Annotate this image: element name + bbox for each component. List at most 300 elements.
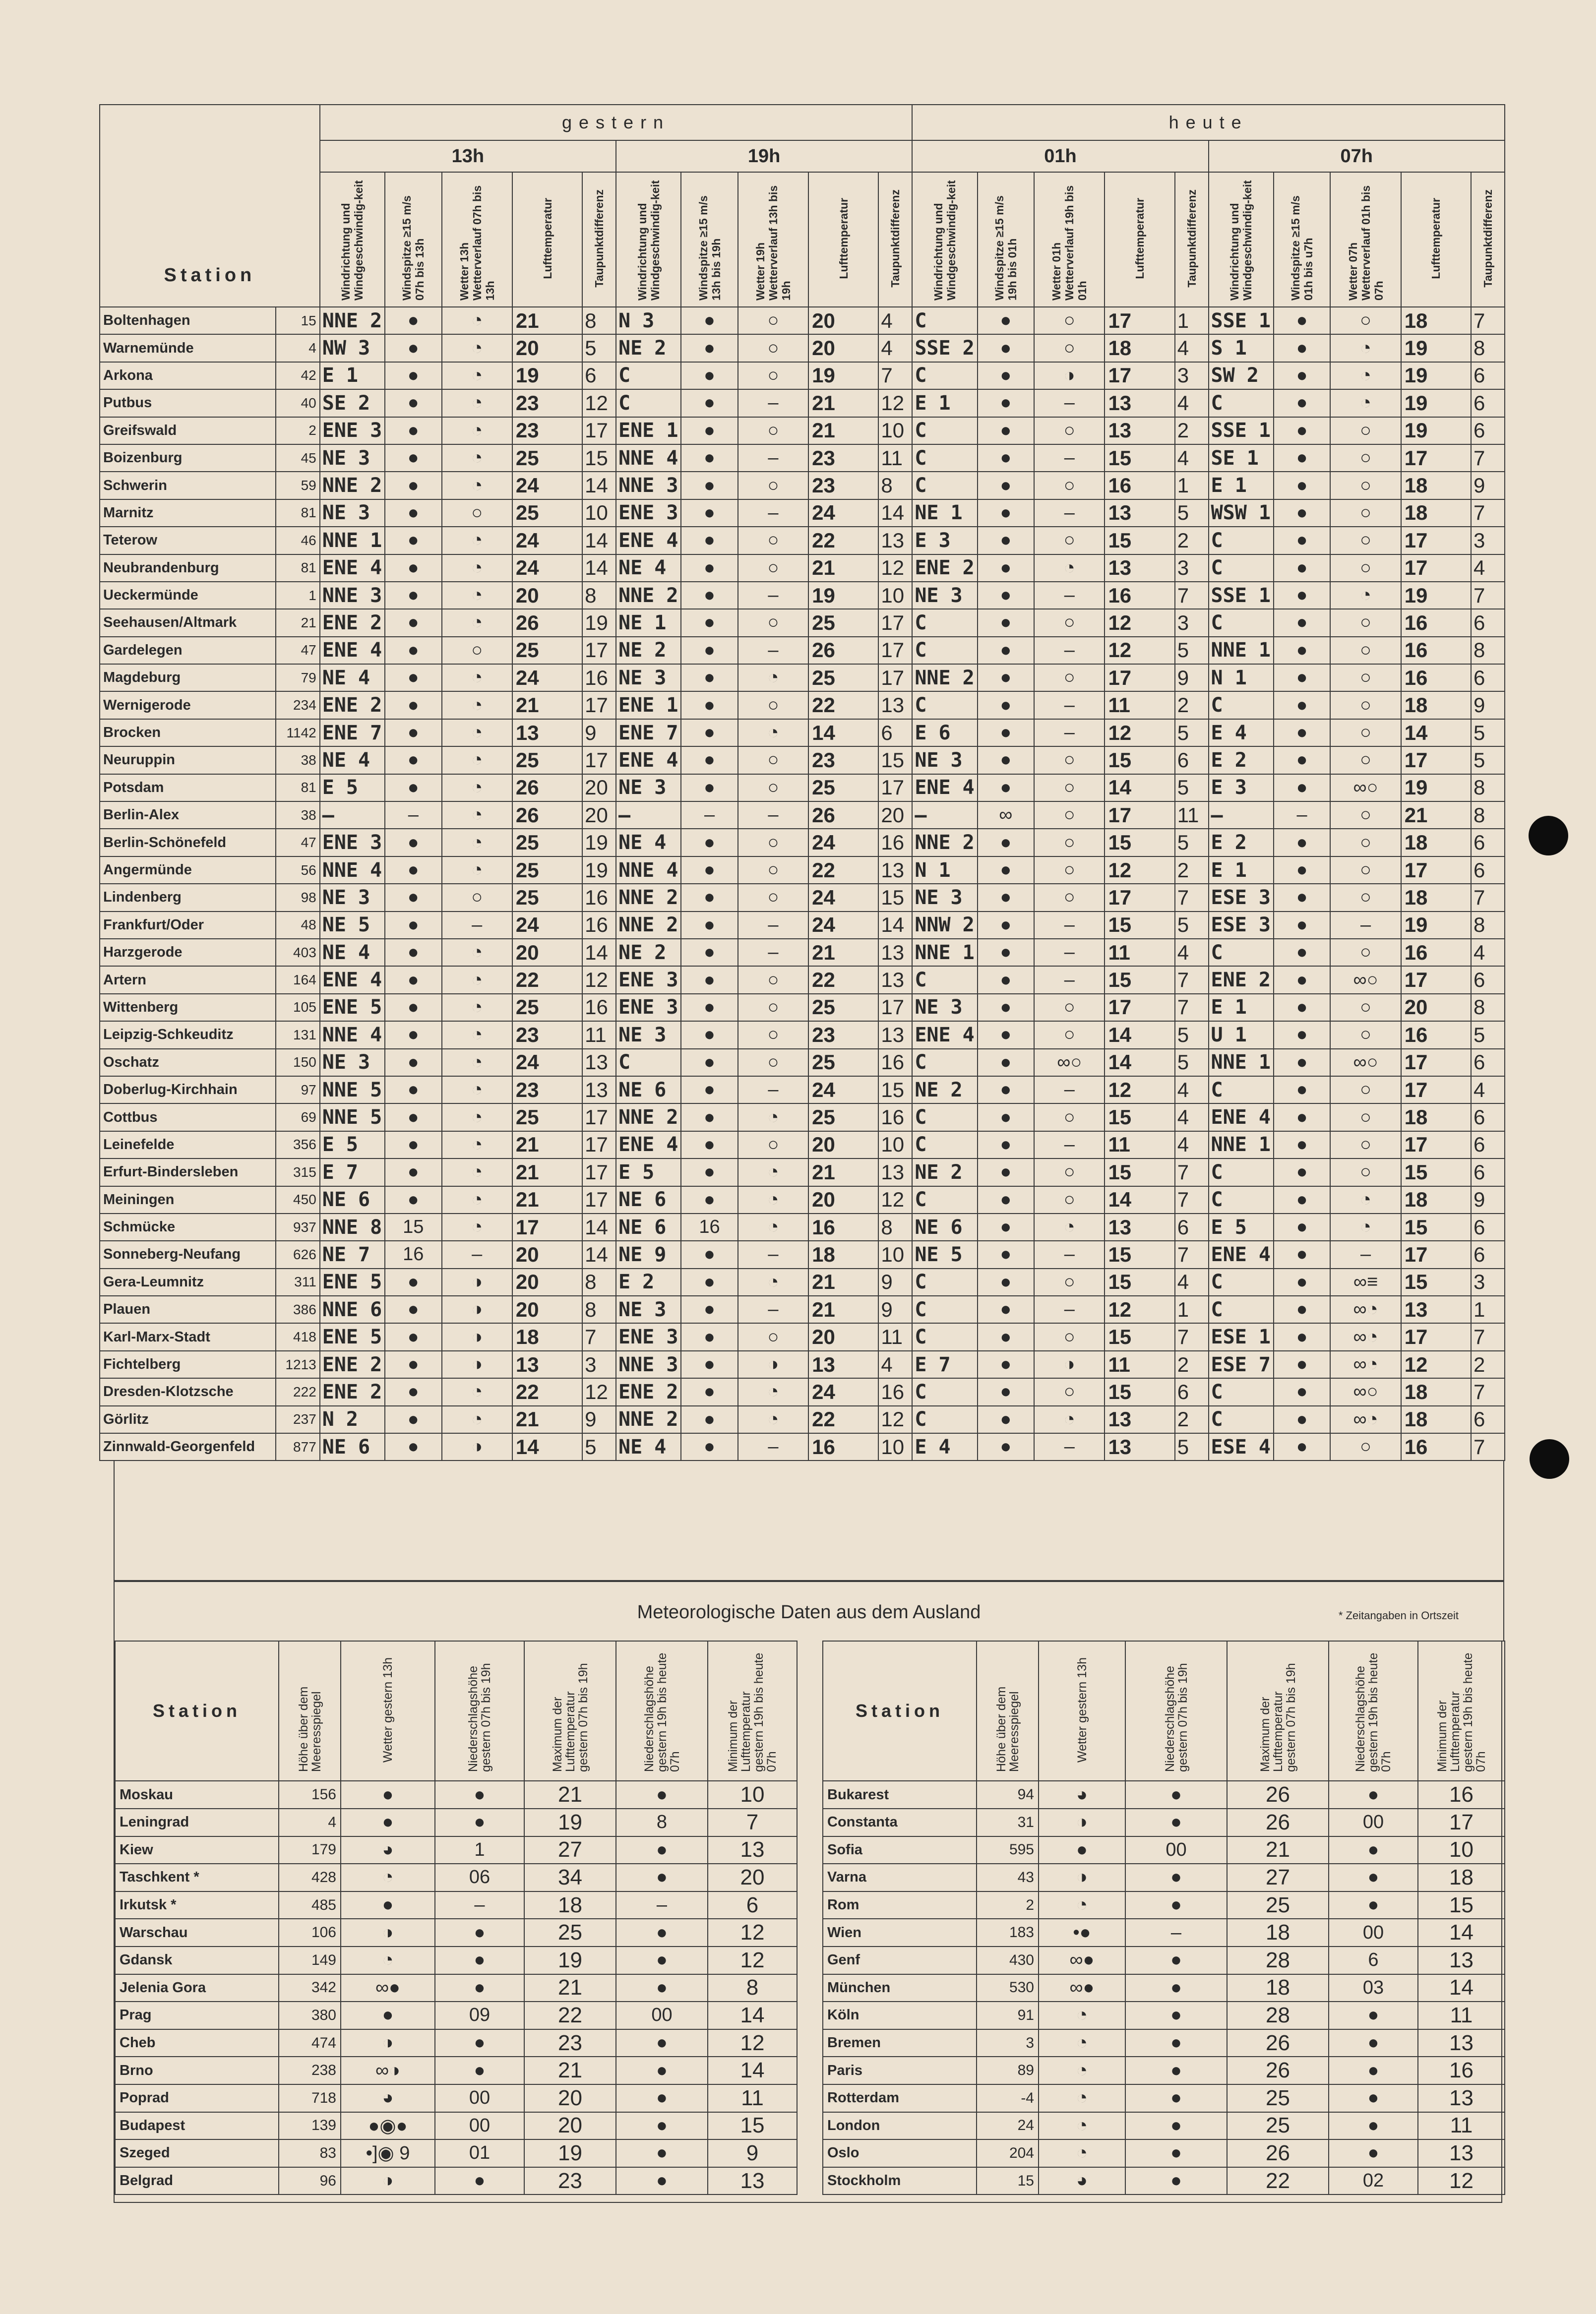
weather-sheet: [99, 104, 1505, 2203]
precip-night: ●: [616, 2029, 708, 2057]
cell-weather: ○: [1330, 719, 1401, 746]
precip-night: ●: [616, 1974, 708, 2002]
cell-dew: 1: [1175, 1296, 1209, 1323]
cell-wind: C: [912, 417, 977, 444]
cell-wind: ENE 5: [320, 1269, 385, 1296]
foreign-header-label: Station: [153, 1701, 241, 1721]
cell-temp: 12: [1105, 1296, 1174, 1323]
cell-weather: ○: [1034, 1186, 1105, 1214]
weather-symbol: ◑: [1039, 1864, 1125, 1891]
max-temp: 19: [524, 2139, 616, 2167]
cell-gust: ●: [978, 1323, 1035, 1350]
cell-weather: –: [1330, 912, 1401, 939]
cell-dew: 2: [1175, 691, 1209, 719]
foreign-station-height: 474: [279, 2029, 341, 2057]
cell-gust: ●: [1274, 966, 1331, 993]
cell-wind: NE 3: [320, 499, 385, 527]
foreign-station-row: [823, 2167, 1505, 2195]
cell-weather: ∞◔: [1330, 1406, 1401, 1433]
cell-weather: –: [1330, 1241, 1401, 1268]
col-header-label: Wetter 01h Wetterverlauf 19h bis 01h: [1050, 185, 1089, 301]
cell-wind: NNE 1: [1209, 637, 1274, 664]
cell-dew: 17: [582, 746, 616, 774]
cell-gust: ●: [681, 1049, 738, 1076]
cell-wind: C: [912, 1049, 977, 1076]
cell-weather: –: [1034, 939, 1105, 966]
cell-dew: 5: [1175, 499, 1209, 527]
foreign-station-row: [115, 1947, 797, 1974]
cell-gust: ●: [978, 829, 1035, 856]
precip-night: ●: [1329, 2084, 1418, 2112]
cell-dew: 8: [1471, 994, 1505, 1021]
cell-gust: ●: [978, 1049, 1035, 1076]
cell-gust: ●: [1274, 1433, 1331, 1461]
cell-temp: 22: [512, 1378, 582, 1405]
cell-temp: 12: [1105, 637, 1174, 664]
cell-wind: C: [1209, 1158, 1274, 1186]
station-row: [100, 1323, 1505, 1350]
weather-symbol: ●: [341, 1781, 435, 1809]
cell-temp: 25: [512, 829, 582, 856]
cell-gust: ●: [681, 554, 738, 582]
cell-temp: 15: [1401, 1214, 1471, 1241]
foreign-station-row: [115, 2167, 797, 2195]
cell-gust: ●: [681, 527, 738, 554]
min-temp: 13: [1418, 1947, 1505, 1974]
cell-wind: NNE 4: [320, 856, 385, 884]
col-header-label: Windspitze ≥15 m/s 13h bis 19h: [696, 195, 723, 301]
cell-dew: 6: [1471, 1158, 1505, 1186]
col-header-dew-0: [582, 172, 616, 307]
cell-wind: ENE 3: [616, 966, 681, 993]
cell-gust: ●: [1274, 527, 1331, 554]
cell-gust: ●: [681, 582, 738, 609]
cell-dew: 12: [878, 1186, 912, 1214]
foreign-data-area: [114, 1641, 1502, 2203]
cell-weather: ◔: [1330, 582, 1401, 609]
cell-dew: 17: [582, 1103, 616, 1131]
cell-weather: –: [738, 1241, 808, 1268]
cell-weather: –: [1034, 1076, 1105, 1103]
cell-temp: 24: [808, 1076, 878, 1103]
weather-symbol: ◔: [1039, 2084, 1125, 2112]
cell-dew: 5: [1175, 829, 1209, 856]
cell-weather: ○: [442, 499, 512, 527]
cell-dew: 13: [878, 856, 912, 884]
cell-weather: ○: [1034, 801, 1105, 829]
cell-gust: ●: [681, 691, 738, 719]
station-name: Greifswald: [100, 417, 276, 444]
cell-gust: ●: [978, 637, 1035, 664]
cell-dew: 10: [878, 1241, 912, 1268]
cell-weather: ◔: [442, 664, 512, 691]
cell-weather: ◔: [442, 966, 512, 993]
cell-temp: 19: [1401, 912, 1471, 939]
min-temp: 20: [708, 1864, 797, 1891]
cell-wind: NE 3: [912, 582, 977, 609]
cell-gust: ●: [681, 609, 738, 636]
cell-temp: 17: [1401, 1049, 1471, 1076]
cell-weather: ○: [1330, 1158, 1401, 1186]
cell-temp: 15: [1105, 527, 1174, 554]
foreign-station-name: Poprad: [115, 2084, 279, 2112]
station-name: Neuruppin: [100, 746, 276, 774]
cell-gust: ●: [385, 637, 442, 664]
cell-gust: ●: [385, 1296, 442, 1323]
precip-day: ●: [435, 1781, 524, 1809]
cell-temp: 24: [512, 527, 582, 554]
cell-wind: NE 6: [616, 1076, 681, 1103]
cell-dew: 16: [878, 1378, 912, 1405]
foreign-station-height: 204: [977, 2139, 1039, 2167]
foreign-header-label: Niederschlagshöhe gestern 19h bis heute 07h: [642, 1652, 682, 1772]
cell-temp: 18: [1401, 472, 1471, 499]
station-name: Frankfurt/Oder: [100, 912, 276, 939]
foreign-station-name: Köln: [823, 2002, 977, 2029]
cell-weather: ◔: [1034, 554, 1105, 582]
precip-night: 8: [616, 1809, 708, 1836]
cell-weather: ○: [1034, 417, 1105, 444]
cell-temp: 11: [1105, 1351, 1174, 1378]
cell-temp: 13: [1105, 554, 1174, 582]
station-row: [100, 1351, 1505, 1378]
cell-wind: NNE 2: [616, 1406, 681, 1433]
cell-wind: E 1: [1209, 856, 1274, 884]
weather-symbol: ●◉●: [341, 2112, 435, 2140]
foreign-station-height: 91: [977, 2002, 1039, 2029]
foreign-header-label: Niederschlagshöhe gestern 07h bis 19h: [466, 1663, 493, 1772]
precip-day: ●: [1125, 1891, 1227, 1919]
cell-wind: ENE 5: [320, 994, 385, 1021]
cell-gust: ●: [385, 334, 442, 362]
station-header: Station: [100, 105, 320, 307]
cell-temp: 15: [1401, 1269, 1471, 1296]
cell-gust: ●: [681, 746, 738, 774]
cell-temp: 26: [512, 609, 582, 636]
precip-day: ●: [1125, 2029, 1227, 2057]
cell-dew: 9: [878, 1296, 912, 1323]
col-header-label: Wetter 13h Wetterverlauf 07h bis 13h: [457, 185, 496, 301]
cell-wind: NE 2: [616, 637, 681, 664]
cell-wind: ENE 2: [616, 1378, 681, 1405]
cell-weather: ◔: [1330, 1214, 1401, 1241]
cell-gust: ●: [681, 856, 738, 884]
cell-temp: 17: [1401, 1323, 1471, 1350]
cell-wind: E 5: [1209, 1214, 1274, 1241]
cell-dew: 12: [582, 966, 616, 993]
cell-wind: NNE 5: [320, 1076, 385, 1103]
cell-weather: ○: [1034, 1323, 1105, 1350]
precip-day: 00: [435, 2084, 524, 2112]
cell-temp: 23: [808, 444, 878, 472]
station-name: Oschatz: [100, 1049, 276, 1076]
cell-temp: 25: [808, 664, 878, 691]
cell-dew: 3: [1175, 554, 1209, 582]
cell-dew: 5: [582, 1433, 616, 1461]
cell-wind: ENE 4: [912, 774, 977, 801]
station-row: [100, 1103, 1505, 1131]
cell-temp: 17: [1105, 362, 1174, 389]
min-temp: 16: [1418, 1781, 1505, 1809]
station-name: Karl-Marx-Stadt: [100, 1323, 276, 1350]
cell-weather: ○: [1330, 1021, 1401, 1048]
cell-wind: NNE 4: [616, 444, 681, 472]
cell-temp: 19: [1401, 582, 1471, 609]
cell-dew: 7: [1471, 499, 1505, 527]
cell-gust: ●: [385, 1433, 442, 1461]
cell-temp: 17: [1401, 1131, 1471, 1158]
cell-weather: ○: [1034, 1158, 1105, 1186]
cell-weather: ◔: [738, 1186, 808, 1214]
foreign-station-name: Oslo: [823, 2139, 977, 2167]
cell-dew: 7: [1471, 1433, 1505, 1461]
foreign-station-row: [823, 1974, 1505, 2002]
cell-wind: U 1: [1209, 1021, 1274, 1048]
cell-weather: –: [1034, 691, 1105, 719]
cell-gust: ●: [681, 912, 738, 939]
cell-dew: 3: [1175, 609, 1209, 636]
cell-dew: 14: [582, 554, 616, 582]
foreign-station-row: [823, 2084, 1505, 2112]
max-temp: 26: [1227, 2139, 1329, 2167]
foreign-station-height: 3: [977, 2029, 1039, 2057]
cell-wind: NNE 2: [616, 1103, 681, 1131]
cell-temp: 25: [512, 637, 582, 664]
station-height: 937: [276, 1214, 320, 1241]
cell-wind: NNE 2: [616, 884, 681, 911]
col-header-label: Lufttemperatur: [541, 197, 554, 279]
foreign-station-height: 149: [279, 1947, 341, 1974]
station-name: Magdeburg: [100, 664, 276, 691]
col-header-weather-01-2: [1034, 172, 1105, 307]
cell-dew: 14: [582, 1241, 616, 1268]
weather-symbol: ◔: [1039, 2002, 1125, 2029]
cell-wind: NE 7: [320, 1241, 385, 1268]
cell-wind: NNE 1: [912, 939, 977, 966]
cell-dew: 4: [878, 307, 912, 334]
cell-wind: NNE 4: [320, 1021, 385, 1048]
cell-wind: C: [1209, 554, 1274, 582]
cell-weather: –: [738, 1076, 808, 1103]
foreign-station-name: Leningrad: [115, 1809, 279, 1836]
cell-dew: 3: [1471, 527, 1505, 554]
station-row: [100, 554, 1505, 582]
station-height: 81: [276, 774, 320, 801]
col-header-weather-13-0: [442, 172, 512, 307]
col-header-wind-0: [320, 172, 385, 307]
foreign-header-min: [708, 1641, 797, 1781]
station-height: 46: [276, 527, 320, 554]
cell-gust: ●: [1274, 1351, 1331, 1378]
cell-gust: ●: [978, 1378, 1035, 1405]
cell-weather: ○: [1034, 1103, 1105, 1131]
cell-wind: C: [912, 362, 977, 389]
cell-weather: ○: [1034, 856, 1105, 884]
cell-temp: 13: [512, 719, 582, 746]
cell-dew: 16: [878, 1103, 912, 1131]
cell-gust: ●: [681, 1131, 738, 1158]
weather-symbol: ◑: [1039, 1809, 1125, 1836]
cell-wind: NE 1: [912, 499, 977, 527]
station-height: 79: [276, 664, 320, 691]
cell-gust: ●: [681, 1241, 738, 1268]
cell-wind: NE 2: [616, 334, 681, 362]
cell-temp: 18: [808, 1241, 878, 1268]
station-row: [100, 1296, 1505, 1323]
cell-wind: C: [616, 1049, 681, 1076]
cell-wind: E 1: [1209, 472, 1274, 499]
cell-weather: ○: [738, 334, 808, 362]
local-time-note: * Zeitangaben in Ortszeit: [1338, 1609, 1459, 1622]
cell-weather: ◔: [1034, 1406, 1105, 1433]
cell-temp: 24: [512, 472, 582, 499]
cell-gust: ●: [1274, 1049, 1331, 1076]
cell-gust: ●: [385, 966, 442, 993]
weather-symbol: ◑: [341, 2029, 435, 2057]
cell-temp: 22: [808, 1406, 878, 1433]
cell-wind: C: [912, 1131, 977, 1158]
cell-weather: ◑: [442, 1269, 512, 1296]
cell-wind: ENE 4: [320, 966, 385, 993]
cell-temp: 24: [808, 829, 878, 856]
cell-wind: NE 3: [320, 884, 385, 911]
cell-gust: ●: [978, 664, 1035, 691]
cell-weather: ◔: [738, 1214, 808, 1241]
precip-day: 06: [435, 1864, 524, 1891]
weather-symbol: ●: [341, 1891, 435, 1919]
station-name: Marnitz: [100, 499, 276, 527]
cell-wind: C: [1209, 1186, 1274, 1214]
max-temp: 21: [524, 2057, 616, 2084]
cell-temp: 16: [1401, 637, 1471, 664]
cell-temp: 25: [808, 609, 878, 636]
foreign-station-row: [823, 2112, 1505, 2140]
cell-wind: NE 5: [320, 912, 385, 939]
cell-gust: ●: [1274, 939, 1331, 966]
cell-weather: ○: [1330, 417, 1401, 444]
cell-weather: ○: [1034, 746, 1105, 774]
min-temp: 11: [708, 2084, 797, 2112]
cell-wind: NE 6: [616, 1186, 681, 1214]
cell-wind: ESE 1: [1209, 1323, 1274, 1350]
cell-gust: ●: [978, 582, 1035, 609]
cell-weather: ∞≡: [1330, 1269, 1401, 1296]
min-temp: 11: [1418, 2002, 1505, 2029]
cell-weather: ○: [738, 307, 808, 334]
foreign-station-row: [115, 1974, 797, 2002]
cell-dew: 15: [878, 746, 912, 774]
cell-weather: ○: [1330, 1131, 1401, 1158]
precip-night: ●: [616, 2084, 708, 2112]
cell-wind: ENE 7: [320, 719, 385, 746]
station-row: [100, 417, 1505, 444]
min-temp: 8: [708, 1974, 797, 2002]
cell-temp: 16: [1401, 609, 1471, 636]
precip-night: 00: [1329, 1809, 1418, 1836]
cell-temp: 18: [1401, 307, 1471, 334]
cell-weather: ◔: [442, 417, 512, 444]
max-temp: 20: [524, 2084, 616, 2112]
cell-dew: 7: [1175, 1158, 1209, 1186]
cell-gust: ●: [385, 582, 442, 609]
cell-temp: 20: [808, 307, 878, 334]
weather-symbol: •●: [1039, 1919, 1125, 1947]
cell-temp: 25: [512, 856, 582, 884]
cell-wind: WSW 1: [1209, 499, 1274, 527]
foreign-station-row: [115, 1781, 797, 1809]
cell-weather: ○: [1034, 884, 1105, 911]
max-temp: 25: [1227, 2084, 1329, 2112]
cell-weather: –: [1034, 1433, 1105, 1461]
cell-weather: ○: [1034, 994, 1105, 1021]
cell-gust: ●: [385, 527, 442, 554]
col-header-label: Wetter 07h Wetterverlauf 01h bis 07h: [1346, 185, 1385, 301]
cell-dew: 6: [582, 362, 616, 389]
cell-temp: 11: [1105, 1131, 1174, 1158]
cell-temp: 13: [1105, 417, 1174, 444]
cell-wind: E 7: [320, 1158, 385, 1186]
foreign-header-label: Maximum der Lufttemperatur gestern 07h bis 19h: [550, 1663, 590, 1772]
cell-dew: 9: [1471, 691, 1505, 719]
station-row: [100, 1406, 1505, 1433]
cell-temp: 20: [808, 1186, 878, 1214]
station-height: 38: [276, 801, 320, 829]
cell-weather: ○: [1034, 1269, 1105, 1296]
foreign-station-height: 96: [279, 2167, 341, 2195]
cell-wind: NE 4: [320, 939, 385, 966]
cell-temp: 25: [512, 499, 582, 527]
cell-wind: E 3: [1209, 774, 1274, 801]
foreign-station-row: [823, 1809, 1505, 1836]
col-header-wind-1: [616, 172, 681, 307]
cell-gust: ●: [1274, 1406, 1331, 1433]
precip-night: ●: [616, 2057, 708, 2084]
cell-weather: ○: [738, 829, 808, 856]
cell-temp: 12: [1105, 719, 1174, 746]
cell-temp: 21: [512, 1406, 582, 1433]
cell-temp: 16: [808, 1214, 878, 1241]
cell-gust: ●: [681, 994, 738, 1021]
cell-weather: –: [1034, 1296, 1105, 1323]
cell-weather: ∞◔: [1330, 1296, 1401, 1323]
cell-dew: 17: [878, 637, 912, 664]
cell-dew: 7: [1471, 307, 1505, 334]
cell-temp: 21: [808, 417, 878, 444]
cell-weather: –: [738, 912, 808, 939]
cell-wind: SSE 1: [1209, 582, 1274, 609]
cell-gust: ●: [385, 1406, 442, 1433]
cell-dew: 7: [1175, 966, 1209, 993]
precip-day: ●: [1125, 2112, 1227, 2140]
cell-wind: ENE 2: [320, 1351, 385, 1378]
cell-weather: ◔: [738, 1406, 808, 1433]
cell-temp: 14: [1105, 1186, 1174, 1214]
precip-day: ●: [435, 2057, 524, 2084]
station-height: 386: [276, 1296, 320, 1323]
time-19h: 19h: [616, 140, 912, 172]
foreign-header-label: Minimum der Lufttemperatur gestern 19h bis heute 07h: [726, 1652, 779, 1772]
cell-gust: ●: [978, 1241, 1035, 1268]
cell-wind: C: [912, 307, 977, 334]
station-row: [100, 609, 1505, 636]
foreign-station-height: 430: [977, 1947, 1039, 1974]
cell-dew: 11: [1175, 801, 1209, 829]
foreign-header-label: Minimum der Lufttemperatur gestern 19h bis heute 07h: [1435, 1652, 1488, 1772]
station-name: Meiningen: [100, 1186, 276, 1214]
cell-gust: ●: [978, 554, 1035, 582]
cell-dew: 5: [582, 334, 616, 362]
max-temp: 21: [1227, 1836, 1329, 1864]
